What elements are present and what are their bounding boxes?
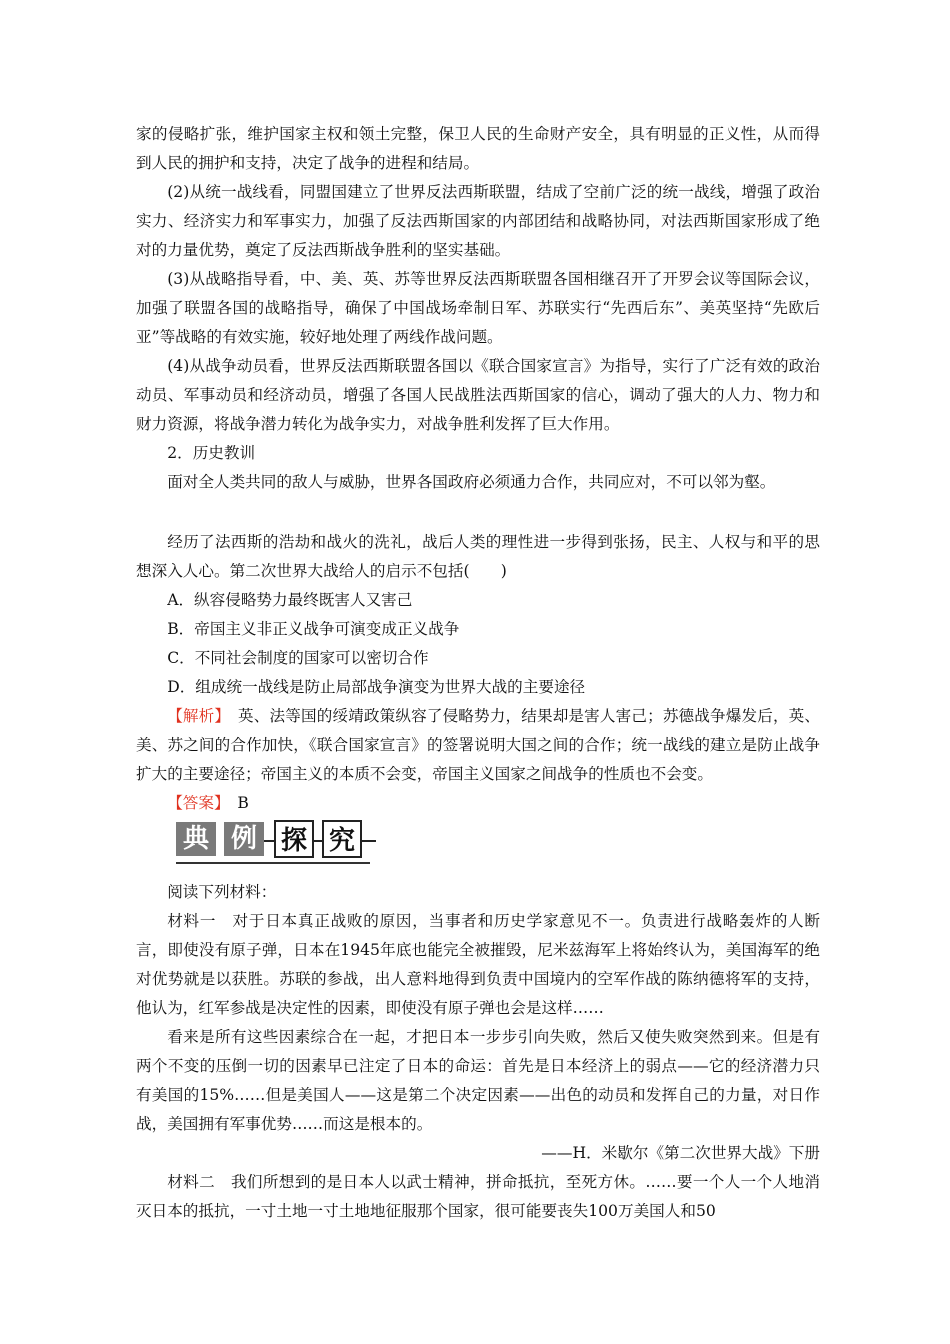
banner-underline [176,862,370,864]
section-banner [136,820,820,868]
answer-text: B [221,794,249,812]
option-d: D．组成统一战线是防止局部战争演变为世界大战的主要途径 [167,678,586,696]
option-a: A．纵容侵略势力最终既害人又害己 [167,591,413,609]
section-heading-lessons: 2．历史教训 [167,444,256,462]
analysis [136,702,820,789]
banner-char-1: 典 [176,822,216,856]
reading-intro: 阅读下列材料： [167,883,277,901]
material-1-source: ——H．米歇尔《第二次世界大战》下册 [541,1144,820,1162]
material-2-paragraph-1: 材料二 我们所想到的是日本人以武士精神，拼命抵抗，至死方休。……要一个人一个人地消灭日本的抵抗，一寸土地一寸土地地征服那个国家，很可能要丧失100万美国人和50 [136,1173,820,1220]
paragraph-mobilization: (4)从战争动员看，世界反法西斯联盟各国以《联合国家宣言》为指导，实行了广泛有效的政治动员、军事动员和经济动员，增强了各国人民战胜法西斯国家的信心，调动了强大的人力、物力和财力资源，将战争潜力转化为战争实力，对战争胜利发挥了巨大作用。 [136,357,820,433]
material-1-paragraph-1: 材料一 对于日本真正战败的原因，当事者和历史学家意见不一。负责进行战略轰炸的人断言，即使没有原子弹，日本在1945年底也能完全被摧毁，尼米兹海军上将始终认为，美国海军的绝对优势就是以获胜。苏联的参战，出人意料地得到负责中国境内的空军作战的陈纳德将军的支持，他认为，红军参战是决定性的因素，即使没有原子弹也会是这样…… [136,912,820,1017]
document-page [136,120,820,1226]
paragraph-strategy: (3)从战略指导看，中、美、英、苏等世界反法西斯联盟各国相继召开了开罗会议等国际会议，加强了联盟各国的战略指导，确保了中国战场牵制日军、苏联实行“先西后东”、美英坚持“先欧后亚”等战略的有效实施，较好地处理了两线作战问题。 [136,270,820,346]
banner-char-3: 探 [274,820,314,858]
option-b: B．帝国主义非正义战争可演变成正义战争 [167,620,460,638]
analysis-text: 英、法等国的绥靖政策纵容了侵略势力，结果却是害人害己；苏德战争爆发后，英、美、苏之间的合作加快，《联合国家宣言》的签署说明大国之间的合作；统一战线的建立是防止战争扩大的主要途径；帝国主义的本质不会变，帝国主义国家之间战争的性质也不会变。 [136,707,820,783]
paragraph-lessons: 面对全人类共同的敌人与威胁，世界各国政府必须通力合作，共同应对，不可以邻为壑。 [167,473,776,491]
question-stem: 经历了法西斯的浩劫和战火的洗礼，战后人类的理性进一步得到张扬，民主、人权与和平的思想深入人心。第二次世界大战给人的启示不包括( ) [136,533,820,580]
option-c: C．不同社会制度的国家可以密切合作 [167,649,429,667]
analysis-tag: 【解析】 [167,707,223,725]
banner-char-4: 究 [322,820,362,858]
paragraph-continuation: 家的侵略扩张，维护国家主权和领土完整，保卫人民的生命财产安全，具有明显的正义性，从而得到人民的拥护和支持，决定了战争的进程和结局。 [136,125,820,172]
answer-tag: 【答案】 [167,794,222,812]
material-1-paragraph-2: 看来是所有这些因素综合在一起，才把日本一步步引向失败，然后又使失败突然到来。但是有两个不变的压倒一切的因素早已注定了日本的命运：首先是日本经济上的弱点——它的经济潜力只有美国的15%……但是美国人——这是第二个决定因素——出色的动员和发挥自己的力量，对日作战，美国拥有军事优势……而这是根本的。 [136,1028,820,1133]
banner-char-2: 例 [224,822,264,856]
answer [136,789,820,818]
paragraph-united-front: (2)从统一战线看，同盟国建立了世界反法西斯联盟，结成了空前广泛的统一战线，增强了政治实力、经济实力和军事实力，加强了反法西斯国家的内部团结和战略协同，对法西斯国家形成了绝对的力量优势，奠定了反法西斯战争胜利的坚实基础。 [136,183,820,259]
